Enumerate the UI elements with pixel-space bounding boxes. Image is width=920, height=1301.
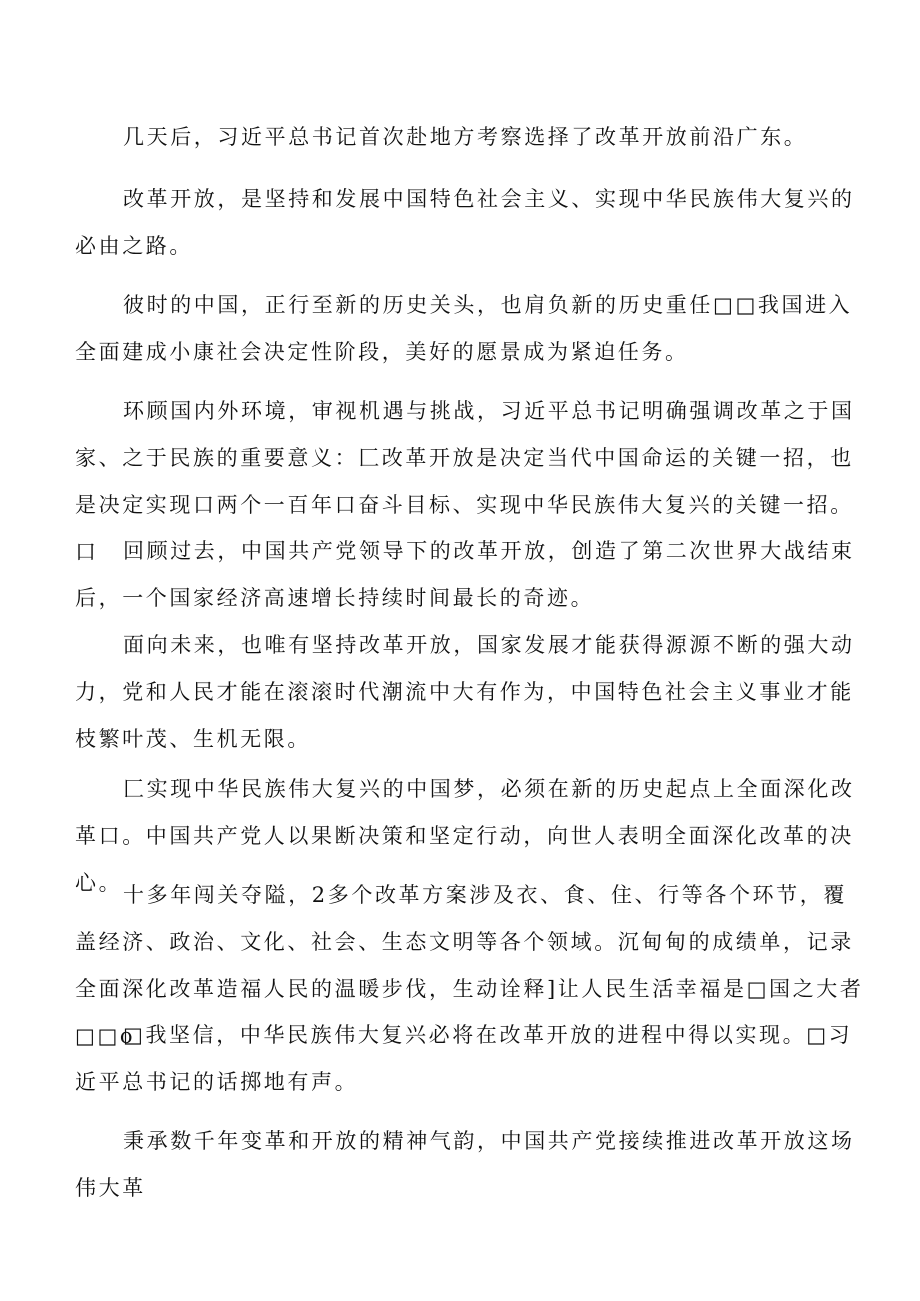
paragraph-5: 回顾过去，中国共产党领导下的改革开放，创造了第二次世界大战结束后，一个国家经济高速增长持续时间最长的奇迹。 xyxy=(75,539,855,610)
paragraph-9: □我坚信，中华民族伟大复兴必将在改革开放的进程中得以实现。□习近平总书记的话掷地有声。 xyxy=(75,1023,853,1094)
paragraph-8: 十多年闯关夺隘，2多个改革方案涉及衣、食、住、行等各个环节，覆盖经济、政治、文化、社会、生态文明等各个领域。沉甸甸的成绩单，记录全面深化改革造福人民的温暖步伐，生动诠释]让人民生活幸福是□国之大者□□o xyxy=(75,883,864,1048)
paragraph-4: 环顾国内外环境，审视机遇与挑战，习近平总书记明确强调改革之于国家、之于民族的重要意义：匚改革开放是决定当代中国命运的关键一招，也是决定实现口两个一百年口奋斗目标、实现中华民族伟大复兴的关键一招。口 xyxy=(75,399,855,564)
paragraph-10: 秉承数千年变革和开放的精神气韵，中国共产党接续推进改革开放这场伟大革 xyxy=(75,1129,855,1200)
paragraph-6: 面向未来，也唯有坚持改革开放，国家发展才能获得源源不断的强大动力，党和人民才能在滚滚时代潮流中大有作为，中国特色社会主义事业才能枝繁叶茂、生机无限。 xyxy=(75,633,855,751)
paragraph-2: 改革开放，是坚持和发展中国特色社会主义、实现中华民族伟大复兴的必由之路。 xyxy=(75,187,855,258)
paragraph-7: 匚实现中华民族伟大复兴的中国梦，必须在新的历史起点上全面深化改革口。中国共产党人以果断决策和坚定行动，向世人表明全面深化改革的决心。 xyxy=(75,777,855,895)
paragraph-1: 几天后，习近平总书记首次赴地方考察选择了改革开放前沿广东。 xyxy=(123,125,808,149)
paragraph-3: 彼时的中国，正行至新的历史关头，也肩负新的历史重任□□我国进入全面建成小康社会决定性阶段，美好的愿景成为紧迫任务。 xyxy=(75,293,853,364)
